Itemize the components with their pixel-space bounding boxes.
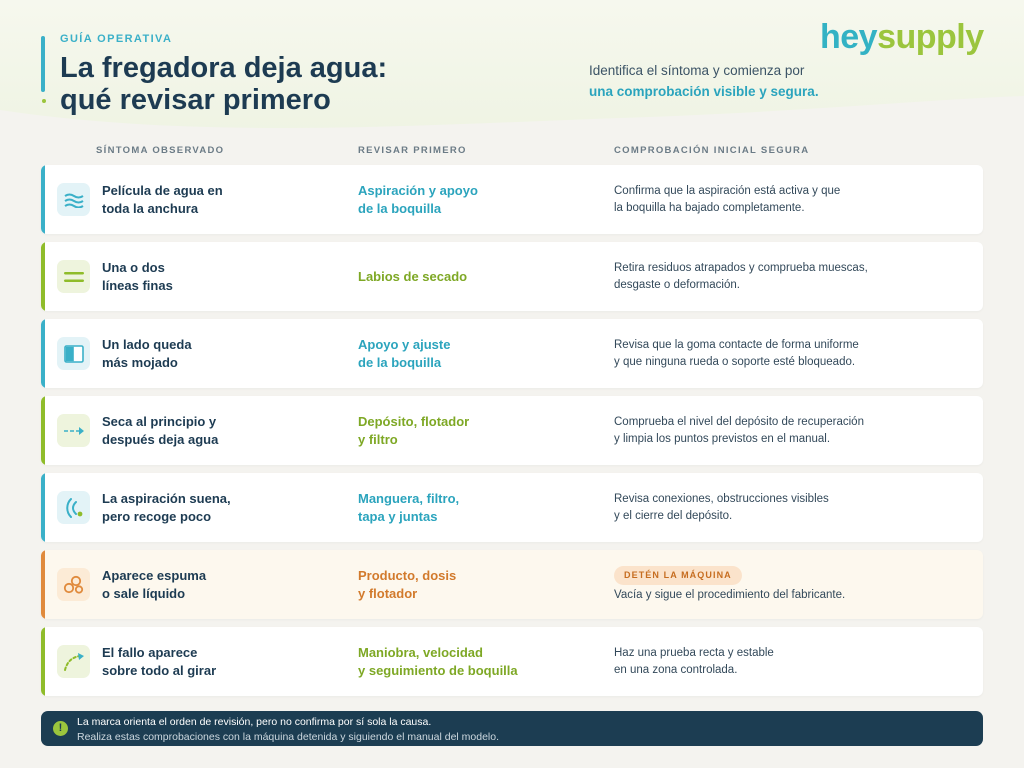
safe-check-text: [614, 414, 864, 448]
eyebrow-label: GUÍA OPERATIVA: [60, 33, 173, 45]
check-first-text: [358, 413, 469, 449]
two-lines-icon: [57, 260, 90, 293]
safe-check-text: [614, 337, 859, 371]
table-row: [41, 627, 983, 696]
symptom-text-line: sobre todo al girar: [102, 663, 217, 678]
symptom-text-line: líneas finas: [102, 278, 173, 293]
symptom-text-line: pero recoge poco: [102, 509, 212, 524]
column-header-symptom: SÍNTOMA OBSERVADO: [96, 145, 225, 156]
footer-note: [41, 711, 983, 746]
title-accent-bar: [41, 36, 45, 92]
safe-check-text: [614, 491, 829, 525]
symptom-text-line: El fallo aparece: [102, 645, 198, 660]
foam-bubbles-icon: [57, 568, 90, 601]
check-first-text: [358, 336, 450, 372]
row-accent-stripe: [41, 550, 45, 619]
symptom-text-line: Un lado queda: [102, 337, 192, 352]
symptom-text: [102, 259, 173, 295]
safe-check-text-line: Confirma que la aspiración está activa y que: [614, 185, 841, 197]
check-first-text-line: tapa y juntas: [358, 509, 438, 524]
suction-waves-icon: [57, 491, 90, 524]
check-first-text-line: y seguimiento de boquilla: [358, 663, 518, 678]
float-arrow-icon: [57, 414, 90, 447]
symptom-text: [102, 644, 216, 680]
safe-check-text-line: Vacía y sigue el procedimiento del fabricante.: [614, 589, 846, 601]
check-first-text: [358, 490, 459, 526]
safe-check-text-line: en una zona controlada.: [614, 664, 738, 676]
symptom-text: [102, 182, 223, 218]
symptom-text-line: después deja agua: [102, 432, 219, 447]
check-first-text-line: Maniobra, velocidad: [358, 645, 483, 660]
symptom-text-line: Aparece espuma: [102, 568, 207, 583]
table-row: [41, 473, 983, 542]
exclamation-icon: !: [53, 721, 68, 736]
half-wet-icon: [57, 337, 90, 370]
check-first-text: [358, 268, 467, 286]
check-first-text-line: y filtro: [358, 432, 398, 447]
column-header-check: REVISAR PRIMERO: [358, 145, 467, 156]
row-accent-stripe: [41, 319, 45, 388]
check-first-text-line: de la boquilla: [358, 201, 442, 216]
safe-check-text-line: y limpia los puntos previstos en el manual.: [614, 433, 831, 445]
footer-line-2: Realiza estas comprobaciones con la máquina detenida y siguiendo el manual del modelo.: [77, 731, 500, 743]
safe-check-text-line: y que ninguna rueda o soporte esté bloqueado.: [614, 356, 856, 368]
safe-check-text-line: la boquilla ha bajado completamente.: [614, 202, 805, 214]
symptom-text: [102, 413, 218, 449]
table-row: [41, 550, 983, 619]
water-film-icon: [57, 183, 90, 216]
symptom-text: [102, 490, 231, 526]
row-accent-stripe: [41, 473, 45, 542]
brand-logo: [820, 18, 984, 57]
check-first-text-line: y flotador: [358, 586, 418, 601]
check-first-text-line: Labios de secado: [358, 269, 468, 284]
title-accent-dot: [42, 99, 46, 103]
symptom-text-line: toda la anchura: [102, 201, 199, 216]
check-first-text: [358, 644, 518, 680]
table-row: [41, 319, 983, 388]
safe-check-text-line: Retira residuos atrapados y comprueba muescas,: [614, 262, 868, 274]
brand-logo-part-2: supply: [877, 18, 984, 56]
safe-check-text-line: y el cierre del depósito.: [614, 510, 733, 522]
table-row: [41, 165, 983, 234]
symptom-text-line: Película de agua en: [102, 183, 223, 198]
page-title: [60, 52, 480, 116]
check-first-text-line: Apoyo y ajuste: [358, 337, 451, 352]
check-first-text-line: de la boquilla: [358, 355, 442, 370]
safe-check-text-line: Revisa conexiones, obstrucciones visibles: [614, 493, 829, 505]
table-row: [41, 242, 983, 311]
row-accent-stripe: [41, 242, 45, 311]
symptom-text-line: Una o dos: [102, 260, 165, 275]
safe-check-text-line: Haz una prueba recta y estable: [614, 647, 774, 659]
intro-line-1: Identifica el síntoma y comienza por: [589, 63, 805, 78]
safe-check-text: [614, 587, 845, 604]
symptom-text-line: Seca al principio y: [102, 414, 217, 429]
brand-logo-part-1: hey: [820, 18, 878, 56]
row-accent-stripe: [41, 396, 45, 465]
safe-check-text: [614, 260, 868, 294]
page-title-line-2: qué revisar primero: [60, 84, 331, 116]
check-first-text: [358, 567, 456, 603]
safe-check-text-line: Revisa que la goma contacte de forma uniforme: [614, 339, 859, 351]
symptom-text-line: La aspiración suena,: [102, 491, 231, 506]
turn-arrow-icon: [57, 645, 90, 678]
check-first-text-line: Aspiración y apoyo: [358, 183, 478, 198]
symptom-text-line: o sale líquido: [102, 586, 186, 601]
safe-check-text: [614, 645, 774, 679]
footer-line-1: La marca orienta el orden de revisión, pero no confirma por sí sola la causa.: [77, 716, 432, 728]
safe-check-text-line: Comprueba el nivel del depósito de recuperación: [614, 416, 864, 428]
symptom-text-line: más mojado: [102, 355, 178, 370]
check-first-text-line: Producto, dosis: [358, 568, 457, 583]
symptom-text: [102, 336, 192, 372]
check-first-text-line: Depósito, flotador: [358, 414, 470, 429]
intro-line-2: una comprobación visible y segura.: [589, 84, 819, 99]
safe-check-text: [614, 183, 840, 217]
symptom-text: [102, 567, 206, 603]
column-header-safe-check: COMPROBACIÓN INICIAL SEGURA: [614, 145, 810, 156]
row-accent-stripe: [41, 165, 45, 234]
intro-text: [589, 60, 819, 102]
row-accent-stripe: [41, 627, 45, 696]
check-first-text-line: Manguera, filtro,: [358, 491, 460, 506]
page-title-line-1: La fregadora deja agua:: [60, 52, 388, 84]
table-row: [41, 396, 983, 465]
stop-machine-badge: DETÉN LA MÁQUINA: [614, 566, 742, 585]
check-first-text: [358, 182, 478, 218]
safe-check-text-line: desgaste o deformación.: [614, 279, 740, 291]
